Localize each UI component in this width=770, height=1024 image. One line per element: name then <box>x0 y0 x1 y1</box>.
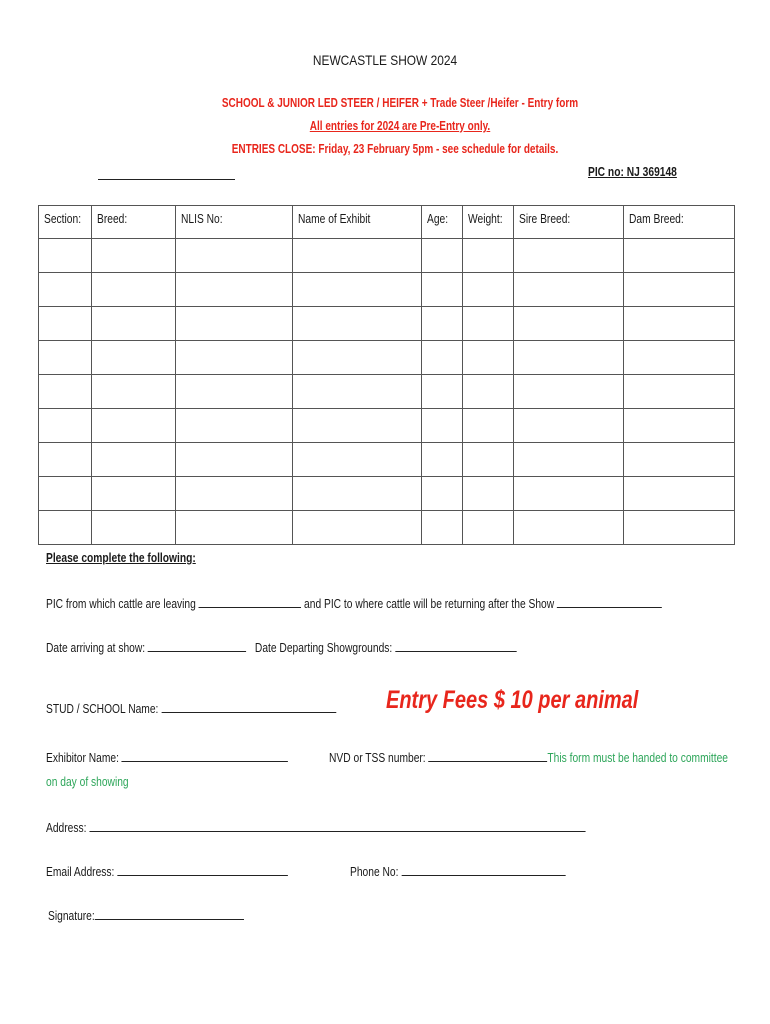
form-section-heading: Please complete the following: <box>46 551 196 565</box>
signature-field[interactable] <box>95 907 244 920</box>
table-cell[interactable] <box>92 239 176 273</box>
table-cell[interactable] <box>514 511 624 545</box>
table-cell[interactable] <box>293 341 422 375</box>
signature-line <box>48 907 244 923</box>
table-cell[interactable] <box>463 443 514 477</box>
pic-returning-field[interactable] <box>557 595 662 608</box>
table-cell[interactable] <box>463 375 514 409</box>
table-cell[interactable] <box>176 409 293 443</box>
table-cell[interactable] <box>422 443 463 477</box>
table-cell[interactable] <box>514 375 624 409</box>
table-cell[interactable] <box>624 341 735 375</box>
table-row <box>39 511 735 545</box>
table-cell[interactable] <box>624 511 735 545</box>
stud-school-field[interactable] <box>161 700 336 713</box>
entries-close-notice: ENTRIES CLOSE: Friday, 23 February 5pm - see schedule for details. <box>231 142 559 156</box>
form-title: NEWCASTLE SHOW 2024 <box>312 52 458 68</box>
table-cell[interactable] <box>293 375 422 409</box>
exhibitor-field[interactable] <box>122 749 288 762</box>
table-cell[interactable] <box>39 511 92 545</box>
table-cell[interactable] <box>39 409 92 443</box>
table-cell[interactable] <box>422 273 463 307</box>
table-cell[interactable] <box>422 375 463 409</box>
table-cell[interactable] <box>176 375 293 409</box>
col-sire-breed: Sire Breed: <box>514 206 624 239</box>
table-cell[interactable] <box>39 477 92 511</box>
signature-label: Signature: <box>48 909 95 923</box>
stud-school-line <box>46 700 336 716</box>
phone-label: Phone No: <box>350 865 399 879</box>
col-nlis: NLIS No: <box>176 206 293 239</box>
table-cell[interactable] <box>463 239 514 273</box>
table-row <box>39 375 735 409</box>
table-row <box>39 273 735 307</box>
col-section: Section: <box>39 206 92 239</box>
table-cell[interactable] <box>624 409 735 443</box>
table-cell[interactable] <box>92 307 176 341</box>
exhibitor-label: Exhibitor Name: <box>46 751 119 765</box>
form-subtitle: SCHOOL & JUNIOR LED STEER / HEIFER + Trade Steer /Heifer - Entry form <box>221 96 579 110</box>
table-cell[interactable] <box>514 307 624 341</box>
table-cell[interactable] <box>514 409 624 443</box>
table-cell[interactable] <box>293 307 422 341</box>
table-cell[interactable] <box>624 477 735 511</box>
table-cell[interactable] <box>293 239 422 273</box>
table-row <box>39 239 735 273</box>
table-cell[interactable] <box>624 375 735 409</box>
table-header-row <box>39 206 735 239</box>
email-label: Email Address: <box>46 865 115 879</box>
table-row <box>39 307 735 341</box>
col-age: Age: <box>422 206 463 239</box>
table-cell[interactable] <box>39 341 92 375</box>
address-line <box>46 819 585 835</box>
table-cell[interactable] <box>463 307 514 341</box>
table-cell[interactable] <box>514 273 624 307</box>
pre-entry-notice: All entries for 2024 are Pre-Entry only. <box>309 119 491 133</box>
date-departing-label: Date Departing Showgrounds: <box>254 641 393 655</box>
entry-fees: Entry Fees $ 10 per animal <box>386 686 639 714</box>
nvd-line <box>329 749 728 765</box>
pic-returning-label: and PIC to where cattle will be returning after the Show <box>304 597 555 611</box>
table-cell[interactable] <box>422 239 463 273</box>
table-cell[interactable] <box>463 341 514 375</box>
email-field[interactable] <box>117 863 288 876</box>
table-cell[interactable] <box>176 307 293 341</box>
table-cell[interactable] <box>92 511 176 545</box>
pic-leaving-label: PIC from which cattle are leaving <box>46 597 196 611</box>
date-arriving-field[interactable] <box>148 639 246 652</box>
table-cell[interactable] <box>92 341 176 375</box>
table-cell[interactable] <box>422 409 463 443</box>
col-dam-breed: Dam Breed: <box>624 206 735 239</box>
table-cell[interactable] <box>293 409 422 443</box>
table-cell[interactable] <box>514 239 624 273</box>
phone-field[interactable] <box>401 863 565 876</box>
handing-notice: This form must be handed to committee <box>547 751 729 765</box>
nvd-field[interactable] <box>429 749 548 762</box>
table-cell[interactable] <box>422 341 463 375</box>
entry-table <box>38 205 735 545</box>
top-blank-line[interactable] <box>98 166 235 180</box>
table-cell[interactable] <box>92 409 176 443</box>
table-cell[interactable] <box>624 273 735 307</box>
dates-line <box>46 639 516 655</box>
table-cell[interactable] <box>422 307 463 341</box>
table-cell[interactable] <box>514 443 624 477</box>
table-cell[interactable] <box>293 511 422 545</box>
address-field[interactable] <box>89 819 585 832</box>
table-row <box>39 477 735 511</box>
table-cell[interactable] <box>293 443 422 477</box>
table-row <box>39 409 735 443</box>
table-cell[interactable] <box>463 409 514 443</box>
table-cell[interactable] <box>514 341 624 375</box>
table-cell[interactable] <box>463 511 514 545</box>
table-cell[interactable] <box>293 273 422 307</box>
table-cell[interactable] <box>39 307 92 341</box>
table-row <box>39 443 735 477</box>
stud-school-label: STUD / SCHOOL Name: <box>46 702 159 716</box>
table-cell[interactable] <box>92 375 176 409</box>
pic-movement-line <box>46 595 662 611</box>
table-cell[interactable] <box>92 273 176 307</box>
col-breed: Breed: <box>92 206 176 239</box>
table-cell[interactable] <box>39 273 92 307</box>
table-row <box>39 341 735 375</box>
table-cell[interactable] <box>176 341 293 375</box>
handing-notice-continued: on day of showing <box>46 775 129 789</box>
table-cell[interactable] <box>624 307 735 341</box>
table-cell[interactable] <box>624 443 735 477</box>
table-cell[interactable] <box>39 239 92 273</box>
date-departing-field[interactable] <box>395 639 516 652</box>
table-cell[interactable] <box>39 375 92 409</box>
col-weight: Weight: <box>463 206 514 239</box>
pic-leaving-field[interactable] <box>199 595 302 608</box>
table-cell[interactable] <box>514 477 624 511</box>
col-exhibit-name: Name of Exhibit <box>293 206 422 239</box>
table-cell[interactable] <box>92 477 176 511</box>
table-cell[interactable] <box>176 477 293 511</box>
table-cell[interactable] <box>463 273 514 307</box>
table-cell[interactable] <box>422 511 463 545</box>
email-line <box>46 863 288 879</box>
table-cell[interactable] <box>176 443 293 477</box>
table-cell[interactable] <box>624 239 735 273</box>
exhibitor-line <box>46 749 288 765</box>
table-cell[interactable] <box>293 477 422 511</box>
pic-number: PIC no: NJ 369148 <box>588 165 677 179</box>
address-label: Address: <box>46 821 87 835</box>
table-cell[interactable] <box>176 273 293 307</box>
table-cell[interactable] <box>422 477 463 511</box>
phone-line <box>350 863 565 879</box>
table-cell[interactable] <box>463 477 514 511</box>
nvd-label: NVD or TSS number: <box>329 751 426 765</box>
table-cell[interactable] <box>39 443 92 477</box>
table-cell[interactable] <box>176 511 293 545</box>
date-arriving-label: Date arriving at show: <box>46 641 146 655</box>
table-cell[interactable] <box>176 239 293 273</box>
table-cell[interactable] <box>92 443 176 477</box>
